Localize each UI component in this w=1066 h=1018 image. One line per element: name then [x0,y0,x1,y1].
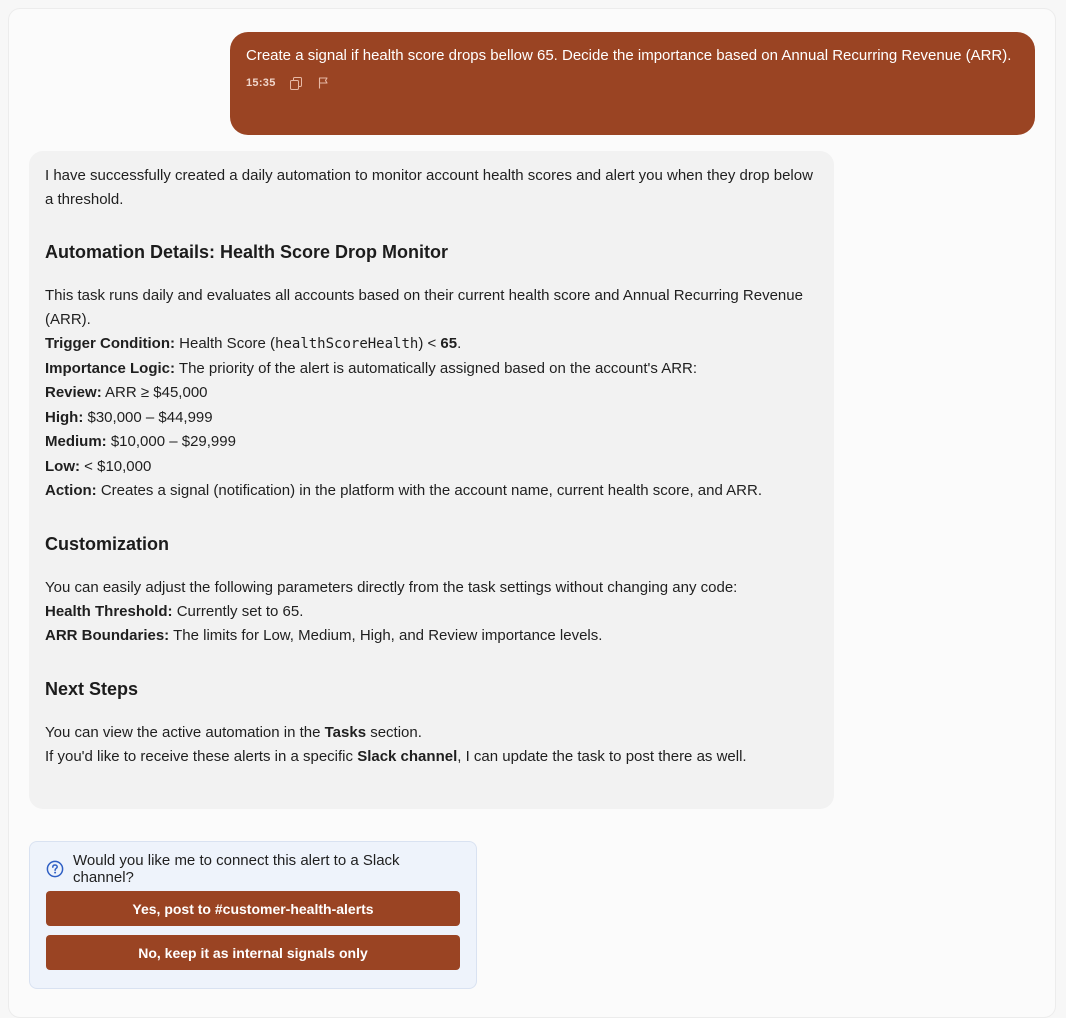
copy-icon[interactable] [288,75,304,91]
importance-text: The priority of the alert is automatically assigned based on the account's ARR: [178,359,698,377]
importance-logic [45,357,818,382]
question-text: Would you like me to connect this alert to a Slack channel? [73,852,400,886]
trigger-end: . [457,335,462,352]
action-line [45,479,818,504]
boundaries-label: ARR Boundaries: [45,627,170,644]
next-step-slack [45,745,818,770]
tier-label: High: [45,408,84,426]
section-heading-next-steps: Next Steps [45,678,139,699]
question-card [29,841,477,989]
threshold-text: Currently set to 65. [176,602,304,620]
tier-label: Review: [45,384,102,401]
next-step-text: You can view the active automation in the [45,723,325,741]
tier-value: < $10,000 [84,457,152,475]
section-heading-customization: Customization [45,533,169,554]
trigger-code: healthScoreHealth [275,336,419,352]
tier-review [45,381,818,406]
message-timestamp: 15:35 [246,77,276,89]
action-text: Creates a signal (notification) in the platform with the account name, current health score, and ARR. [100,482,763,499]
trigger-text: Health Score ( [179,335,276,352]
tier-high [45,406,818,431]
tasks-link-text: Tasks [324,723,367,741]
user-message-meta [246,75,1019,91]
trigger-operator: ) < [418,335,441,352]
next-step-text: If you'd like to receive these alerts in a specific [45,748,358,765]
next-step-text: section. [366,723,422,741]
tier-value: $10,000 – $29,999 [110,433,236,450]
trigger-value: 65 [440,335,458,352]
tier-label: Low: [45,457,80,475]
tier-label: Medium: [45,433,107,450]
action-label: Action: [45,482,97,499]
tier-low [45,455,818,480]
tier-value: $30,000 – $44,999 [87,408,213,426]
flag-icon[interactable] [316,75,332,91]
option-button-no-internal[interactable]: No, keep it as internal signals only [46,935,460,970]
section-heading-automation: Automation Details: Health Score Drop Monitor [45,242,449,262]
boundaries-text: The limits for Low, Medium, High, and Review importance levels. [173,627,603,644]
tier-value: ARR ≥ $45,000 [105,384,208,401]
next-step-tasks [45,721,818,746]
question-row [46,852,460,886]
customization-description: You can easily adjust the following parameters directly from the task settings without changing any code: [45,578,738,596]
option-button-yes-slack[interactable]: Yes, post to #customer-health-alerts [46,891,460,926]
arr-boundaries [45,624,818,649]
automation-description: This task runs daily and evaluates all accounts based on their current health score and Annual Recurring Revenue (ARR). [45,287,803,328]
next-step-text: , I can update the task to post there as well. [457,748,747,765]
user-message-text: Create a signal if health score drops bellow 65. Decide the importance based on Annual Recurring Revenue (ARR). [246,47,1012,64]
trigger-condition [45,332,818,357]
slack-channel-text: Slack channel [357,748,458,765]
assistant-intro: I have successfully created a daily automation to monitor account health scores and alert you when they drop below a threshold. [45,167,813,208]
assistant-message-bubble [29,151,834,809]
threshold-label: Health Threshold: [45,602,173,620]
trigger-label: Trigger Condition: [45,335,175,352]
health-threshold [45,600,818,625]
tier-medium [45,430,818,455]
importance-label: Importance Logic: [45,359,176,377]
question-circle-icon [46,860,64,878]
user-message-bubble [230,32,1035,135]
